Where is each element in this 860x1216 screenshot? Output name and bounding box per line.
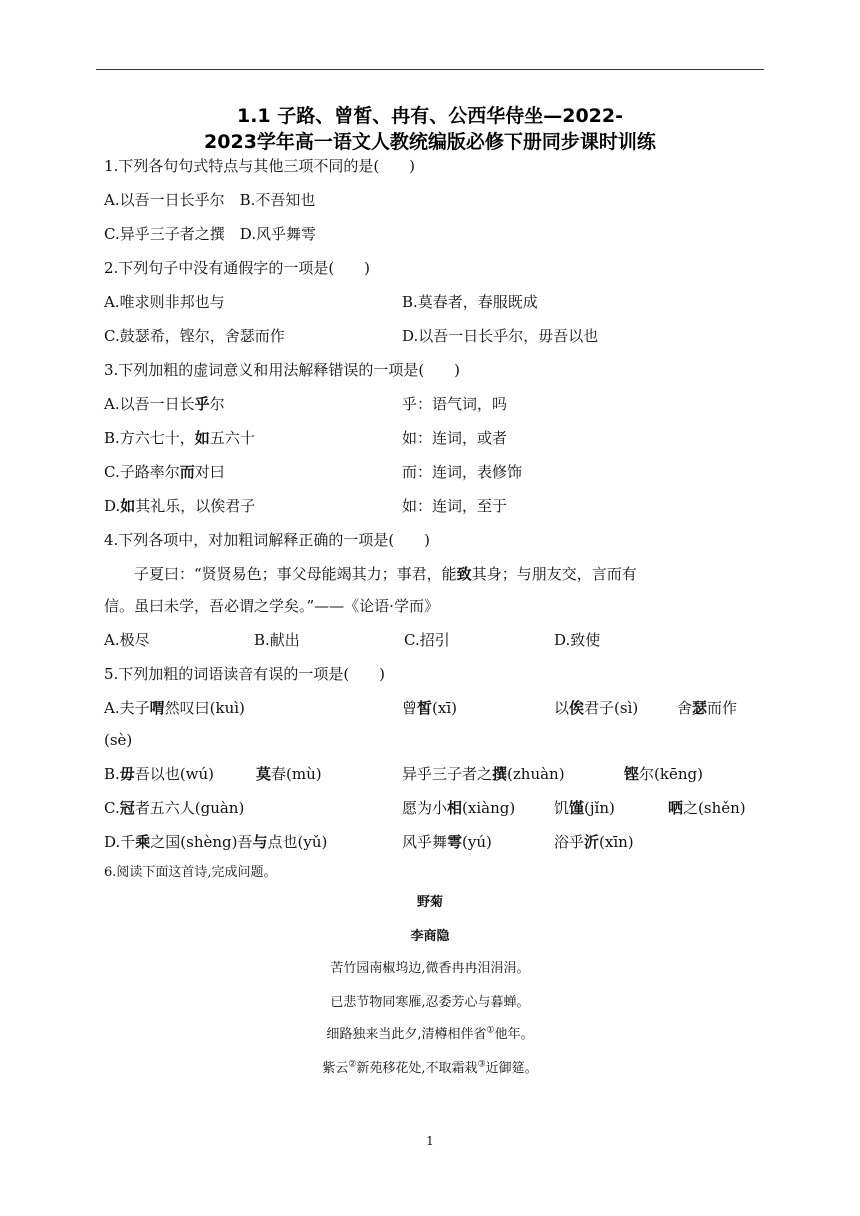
q5-a-item1: A.夫子喟然叹曰(kuì) [104, 699, 245, 717]
q3-option-a: A.以吾一日长乎尔 [104, 395, 225, 413]
q5-d-item2: 风乎舞雩(yú) [402, 833, 492, 851]
q3-option-c: C.子路率尔而对曰 [104, 463, 225, 481]
q5-b-item2: 莫春(mù) [256, 765, 322, 783]
q5-stem: 5.下列加粗的词语读音有误的一项是( ) [104, 665, 386, 683]
q2-option-a: A.唯求则非邦也与 [104, 293, 225, 311]
q5-c-item4: 哂之(shěn) [668, 799, 746, 817]
q2-stem: 2.下列句子中没有通假字的一项是( ) [104, 259, 371, 277]
q5-b-item1: B.毋吾以也(wú) [104, 765, 215, 783]
q1-stem: 1.下列各句句式特点与其他三项不同的是( ) [104, 157, 416, 175]
q1-options-row1: A.以吾一日长乎尔 B.不吾知也 [104, 191, 316, 209]
poem-line-3: 细路独来当此夕,清樽相伴省①他年。 [326, 1025, 534, 1042]
q3-option-d: D.如其礼乐，以俟君子 [104, 497, 256, 515]
q5-d-item1: D.千乘之国(shèng)吾与点也(yǔ) [104, 833, 328, 851]
q5-b-item3: 异乎三子者之撰(zhuàn) [402, 765, 565, 783]
q4-option-b: B.献出 [254, 631, 300, 649]
header-rule [96, 69, 764, 70]
page-number: 1 [426, 1134, 434, 1148]
footnote-marker: ③ [477, 1059, 486, 1070]
q5-a-item4-pinyin: (sè) [104, 731, 133, 749]
q5-c-item3: 饥馑(jǐn) [554, 799, 615, 817]
q3-option-d-explain: 如：连词，至于 [402, 497, 508, 515]
q5-d-item3: 浴乎沂(xīn) [554, 833, 634, 851]
poem-title: 野菊 [416, 895, 443, 910]
q4-stem: 4.下列各项中，对加粗词解释正确的一项是( ) [104, 531, 431, 549]
poem-author: 李商隐 [410, 929, 450, 944]
document-title-line1: 1.1 子路、曾皙、冉有、公西华侍坐—2022- [236, 105, 624, 127]
q3-stem: 3.下列加粗的虚词意义和用法解释错误的一项是( ) [104, 361, 461, 379]
q4-passage-line1: 子夏曰：“贤贤易色；事父母能竭其力；事君，能致其身；与朋友交，言而有 [134, 565, 637, 583]
q1-options-row2: C.异乎三子者之撰 D.风乎舞雩 [104, 225, 316, 243]
q5-c-item1: C.冠者五六人(guàn) [104, 799, 245, 817]
footnote-marker: ① [486, 1025, 495, 1036]
poem-line-2: 已悲节物同寒雁,忍委芳心与暮蝉。 [330, 995, 530, 1010]
poem-line-4: 紫云②新苑移花处,不取霜栽③近御筵。 [322, 1059, 538, 1076]
q5-a-item3: 以俟君子(sì) [554, 699, 639, 717]
q4-option-d: D.致使 [554, 631, 601, 649]
q5-a-item4: 舍瑟而作 [677, 699, 738, 717]
q4-option-a: A.极尽 [104, 631, 150, 649]
footnote-marker: ② [348, 1059, 357, 1070]
q5-a-item2: 曾皙(xī) [402, 699, 457, 717]
q4-passage-line2: 信。虽曰未学，吾必谓之学矣。”——《论语·学而》 [104, 597, 439, 615]
q5-b-item4: 铿尔(kēng) [624, 765, 703, 783]
q4-option-c: C.招引 [404, 631, 450, 649]
q3-option-b: B.方六七十，如五六十 [104, 429, 255, 447]
q3-option-c-explain: 而：连词，表修饰 [402, 463, 523, 481]
q3-option-a-explain: 乎：语气词，吗 [402, 395, 508, 413]
q6-stem: 6.阅读下面这首诗,完成问题。 [104, 865, 277, 880]
document-title-line2: 2023学年高一语文人教统编版必修下册同步课时训练 [204, 131, 656, 153]
q2-option-c: C.鼓瑟希，铿尔，舍瑟而作 [104, 327, 285, 345]
q3-option-b-explain: 如：连词，或者 [402, 429, 508, 447]
poem-line-1: 苦竹园南椒坞边,微香冉冉泪涓涓。 [330, 961, 530, 976]
q5-c-item2: 愿为小相(xiàng) [402, 799, 516, 817]
q2-option-b: B.莫春者，春服既成 [402, 293, 538, 311]
q2-option-d: D.以吾一日长乎尔，毋吾以也 [402, 327, 599, 345]
